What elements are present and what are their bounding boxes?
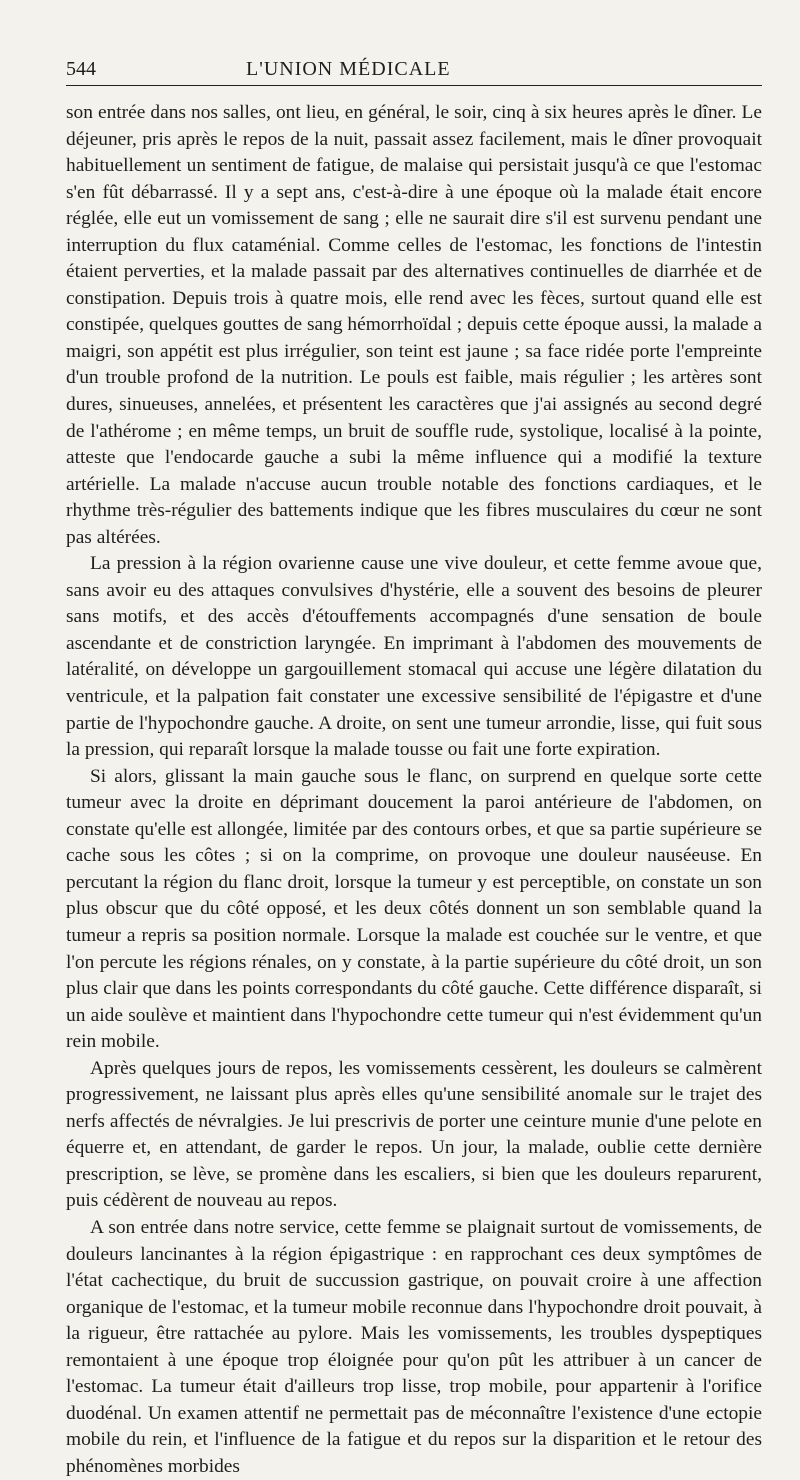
paragraph-ovarian-pressure: La pression à la région ovarienne cause une vive douleur, et cette femme avoue que, sans avoir eu des attaques convulsives d'hystérie, elle a souvent des besoins de pleurer sans motifs, et des accès d'étouffements accompagnés d'une sensation de boule ascendante et de constriction laryngée. En imprimant à l'abdomen des mouvements de latéralité, on développe un gargouillement stomacal qui accuse une légère dilatation du ventricule, et la palpation fait constater une excessive sensibilité de l'épigastre et d'une partie de l'hypochondre gauche. A droite, on sent une tumeur arrondie, lisse, qui fuit sous la pression, qui reparaît lorsque la malade tousse ou fait une forte expiration.	[66, 553, 762, 761]
paragraph-continuation: son entrée dans nos salles, ont lieu, en général, le soir, cinq à six heures après le dîner. Le déjeuner, pris après le repos de la nuit, passait assez facilement, mais le dîner provoquait habituellement un sentiment de fatigue, de malaise qui persistait jusqu'à ce que l'estomac s'en fût débarrassé. Il y a sept ans, c'est-à-dire à une époque où la malade était encore réglée, elle eut un vomissement de sang ; elle ne saurait dire s'il est survenu pendant une interruption du flux cataménial. Comme celles de l'estomac, les fonctions de l'intestin étaient perverties, et la malade passait par des alternatives continuelles de diarrhée et de constipation. Depuis trois à quatre mois, elle rend avec les fèces, surtout quand elle est constipée, quelques gouttes de sang hémorrhoïdal ; depuis cette époque aussi, la malade a maigri, son appétit est plus irrégulier, son teint est jaune ; sa face ridée porte l'empreinte d'un trouble profond de la nutrition. Le pouls est faible, mais régulier ; les artères sont dures, sinueuses, annelées, et présentent les caractères que j'ai assignés au second degré de l'athérome ; en même temps, un bruit de souffle rude, systolique, localisé à la pointe, atteste que l'endocarde gauche a subi la même influence qui a modifié la texture artérielle. La malade n'accuse aucun trouble notable des fonctions cardiaques, et le rhythme très-régulier des battements indique que les fibres musculaires du cœur ne sont pas altérées.	[66, 102, 762, 548]
paragraph-rest-treatment: Après quelques jours de repos, les vomissements cessèrent, les douleurs se calmèrent progressivement, ne laissant plus après elles qu'une sensibilité anomale sur le trajet des nerfs affectés de névralgies. Je lui prescrivis de porter une ceinture munie d'une pelote en équerre et, en attendant, de garder le repos. Un jour, la malade, oublie cette dernière prescription, se lève, se promène dans les escaliers, si bien que les douleurs reparurent, puis cédèrent de nouveau au repos.	[66, 1057, 762, 1212]
paragraph-diagnosis: A son entrée dans notre service, cette femme se plaignait surtout de vomissements, de douleurs lancinantes à la région épigastrique : en rapprochant ces deux symptômes de l'état cachectique, du bruit de succussion gastrique, on pouvait croire à une affection organique de l'estomac, et la tumeur mobile reconnue dans l'hypochondre droit pouvait, à la rigueur, être rattachée au pylore. Mais les vomissements, les troubles dyspeptiques remontaient à une époque trop éloignée pour qu'on pût les attribuer à un cancer de l'estomac. La tumeur était d'ailleurs trop lisse, trop mobile, pour appartenir à l'orifice duodénal. Un examen attentif ne permettait pas de méconnaître l'existence d'une ectopie mobile du rein, et l'influence de la fatigue et du repos sur la disparition et le retour des phénomènes morbides	[66, 1216, 762, 1477]
body-text	[66, 100, 762, 1480]
journal-title: L'UNION MÉDICALE	[246, 58, 451, 80]
running-head	[66, 58, 762, 86]
page-number: 544	[66, 58, 96, 80]
paragraph-palpation: Si alors, glissant la main gauche sous le flanc, on surprend en quelque sorte cette tumeur avec la droite en déprimant doucement la paroi antérieure de l'abdomen, on constate qu'elle est allongée, limitée par des contours orbes, et que sa partie supérieure se cache sous les côtes ; si on la comprime, on provoque une douleur nauséeuse. En percutant la région du flanc droit, lorsque la tumeur y est perceptible, on constate un son plus obscur que du côté opposé, et les deux côtés donnent un son semblable quand la tumeur a repris sa position normale. Lorsque la malade est couchée sur le ventre, et que l'on percute les régions rénales, on y constate, à la partie supérieure du côté droit, un son plus clair que dans les points correspondants du côté gauche. Cette différence disparaît, si un aide soulève et maintient dans l'hypochondre cette tumeur qui n'est évidemment qu'un rein mobile.	[66, 765, 762, 1053]
